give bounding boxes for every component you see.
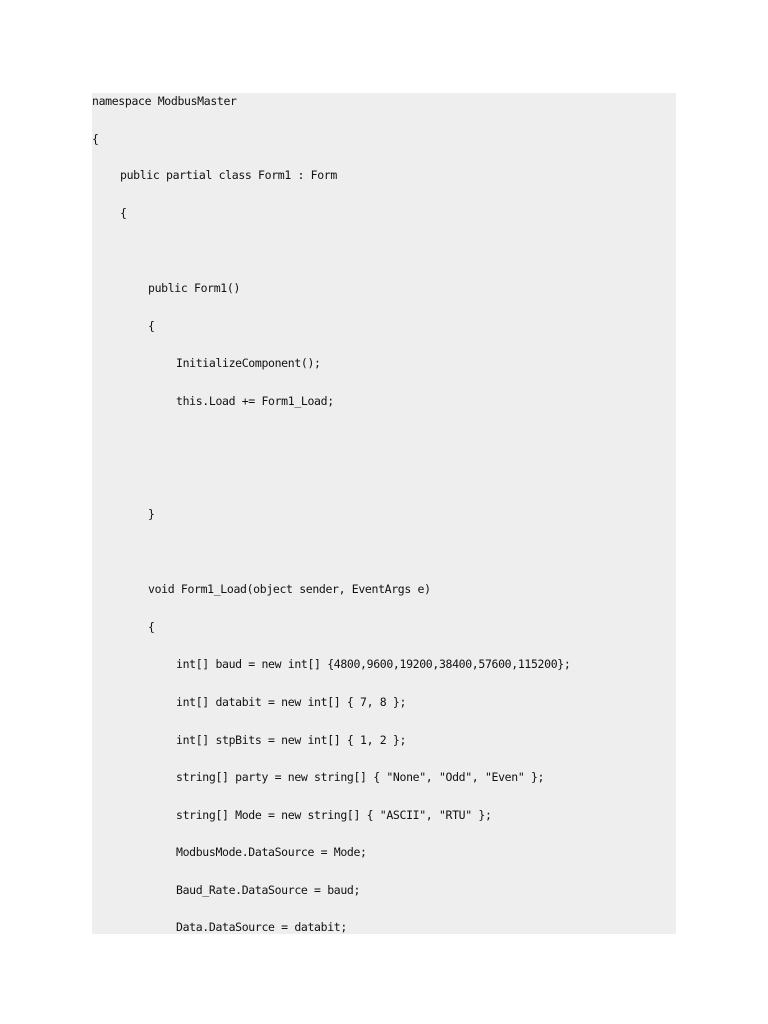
code-line-databit-array: int[] databit = new int[] { 7, 8 }; [176,695,407,709]
code-line-mode-datasource: ModbusMode.DataSource = Mode; [176,845,367,859]
code-line-data-datasource: Data.DataSource = databit; [176,920,347,934]
code-line-stopbits-array: int[] stpBits = new int[] { 1, 2 }; [176,733,407,747]
code-line-mode-array: string[] Mode = new string[] { "ASCII", "RTU" }; [176,808,492,822]
code-line-load-open-brace: { [148,620,155,634]
code-block [92,93,676,934]
code-line-baud-array: int[] baud = new int[] {4800,9600,19200,38400,57600,115200}; [176,657,571,671]
code-line-initialize: InitializeComponent(); [176,356,321,370]
code-line-open-brace: { [92,132,99,146]
code-line-parity-array: string[] party = new string[] { "None", "Odd", "Even" }; [176,770,545,784]
code-line-load-method-decl: void Form1_Load(object sender, EventArgs e) [148,582,431,596]
code-line-ctor-open-brace: { [148,319,155,333]
code-line-load-handler: this.Load += Form1_Load; [176,394,334,408]
code-line-baud-datasource: Baud_Rate.DataSource = baud; [176,883,361,897]
code-line-class-decl: public partial class Form1 : Form [120,168,337,182]
code-line-class-open-brace: { [120,206,127,220]
code-line-ctor-close-brace: } [148,507,155,521]
code-line-ctor-decl: public Form1() [148,281,241,295]
code-line-namespace: namespace ModbusMaster [92,94,237,108]
